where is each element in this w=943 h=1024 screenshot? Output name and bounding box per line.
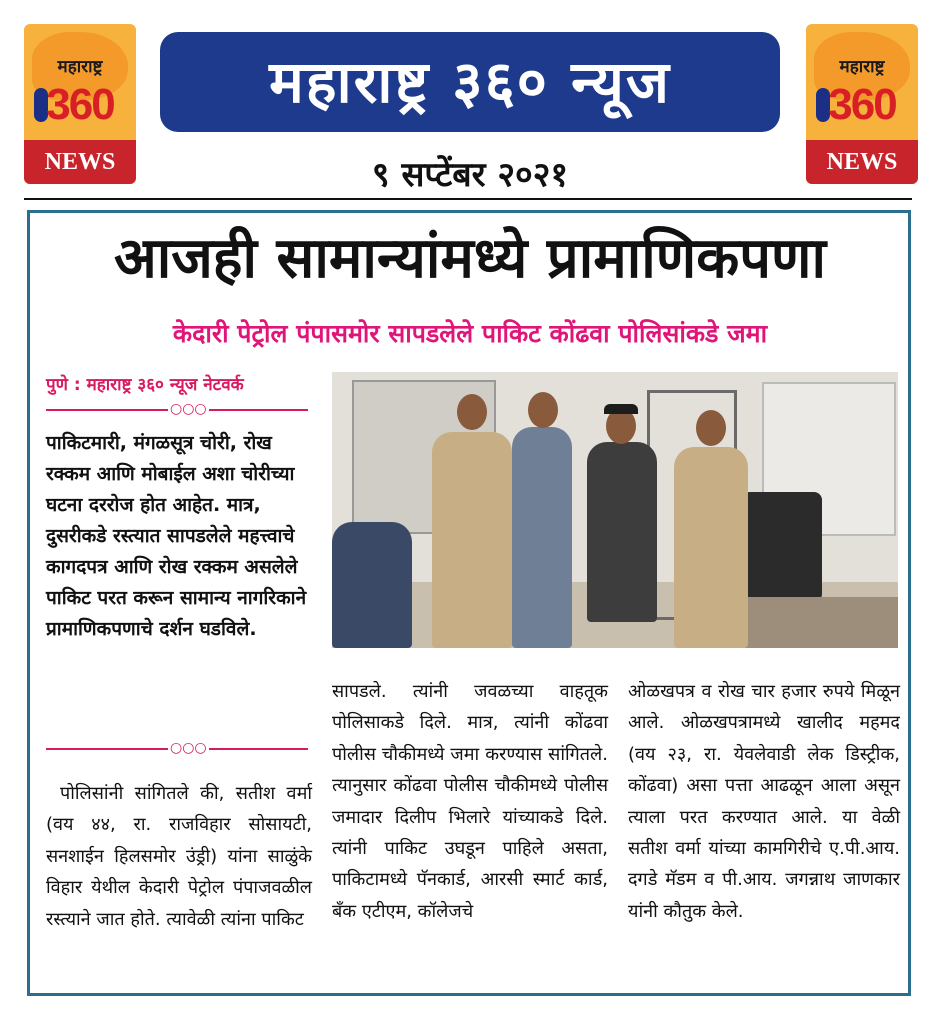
ornament-icon: ○○○ xyxy=(170,401,207,417)
logo-number: 360 xyxy=(828,80,896,129)
logo-number: 360 xyxy=(46,80,114,129)
photo-head xyxy=(696,410,726,446)
photo-officer-1 xyxy=(432,432,512,648)
photo-head xyxy=(457,394,487,430)
ornament-divider xyxy=(46,740,308,756)
article-column-3: ओळखपत्र व रोख चार हजार रुपये मिळून आले. ओळखपत्रामध्ये खालीद महमद (वय २३, रा. येवलेवाडी लेक डिस्ट्रीक, कोंढवा) असा पत्ता आढळून आला असून त्याला परत करण्यात आले. या वेळी सतीश वर्मा यांच्या कामगिरीचे ए.पी.आय. दगडे मॅडम व पी.आय. जगन्नाथ जाणकार यांनी कौतुक केले. xyxy=(628,681,900,922)
header-rule xyxy=(24,198,912,200)
byline: पुणे : महाराष्ट्र ३६० न्यूज नेटवर्क xyxy=(46,375,244,395)
masthead-title: महाराष्ट्र ३६० न्यूज xyxy=(160,32,780,132)
logo-news-label: NEWS xyxy=(24,140,136,184)
photo-officer-2 xyxy=(674,447,748,648)
issue-date: ९ सप्टेंबर २०२१ xyxy=(371,155,569,195)
ornament-divider xyxy=(46,401,308,417)
photo-man-jacket xyxy=(587,442,657,622)
ornament-icon: ○○○ xyxy=(170,740,207,756)
logo-right xyxy=(806,24,918,184)
logo-state-text: महाराष्ट्र xyxy=(57,57,103,77)
article-photo xyxy=(332,372,898,648)
article-subheadline: केदारी पेट्रोल पंपासमोर सापडलेले पाकिट कोंढवा पोलिसांकडे जमा xyxy=(172,319,768,348)
photo-head xyxy=(528,392,558,428)
logo-left xyxy=(24,24,136,184)
article-column-2: सापडले. त्यांनी जवळच्या वाहतूक पोलिसाकडे दिले. मात्र, त्यांनी कोंढवा पोलीस चौकीमध्ये जमा करण्यास सांगितले. त्यानुसार कोंढवा पोलीस चौकीमध्ये पोलीस जमादार दिलीप भिलारे यांच्याकडे दिले. त्यांनी पाकिट उघडून पाहिले असता, पाकिटामध्ये पॅनकार्ड, आरसी स्मार्ट कार्ड, बँक एटीएम, कॉलेजचे xyxy=(332,681,608,922)
photo-person-seated xyxy=(332,522,412,648)
logo-news-label: NEWS xyxy=(806,140,918,184)
article-lede: पाकिटमारी, मंगळसूत्र चोरी, रोख रक्कम आणि मोबाईल अशा चोरीच्या घटना दररोज होत आहेत. मात्र, दुसरीकडे रस्त्यात सापडलेले महत्त्वाचे कागदपत्र आणि रोख रक्कम असलेले पाकिट परत करून सामान्य नागरिकाने प्रामाणिकपणाचे दर्शन घडविले. xyxy=(46,432,307,640)
article-column-1: पोलिसांनी सांगितले की, सतीश वर्मा (वय ४४, रा. राजविहार सोसायटी, सनशाईन हिलसमोर उंड्री) यांना साळुंके विहार येथील केदारी पेट्रोल पंपाजवळील रस्त्याने जात होते. त्यावेळी त्यांना पाकिट xyxy=(46,783,312,930)
photo-chair xyxy=(742,492,822,602)
photo-cap xyxy=(604,404,638,414)
photo-man-shirt xyxy=(512,427,572,648)
logo-state-text: महाराष्ट्र xyxy=(839,57,885,77)
article-headline: आजही सामान्यांमध्ये प्रामाणिकपणा xyxy=(113,226,827,291)
